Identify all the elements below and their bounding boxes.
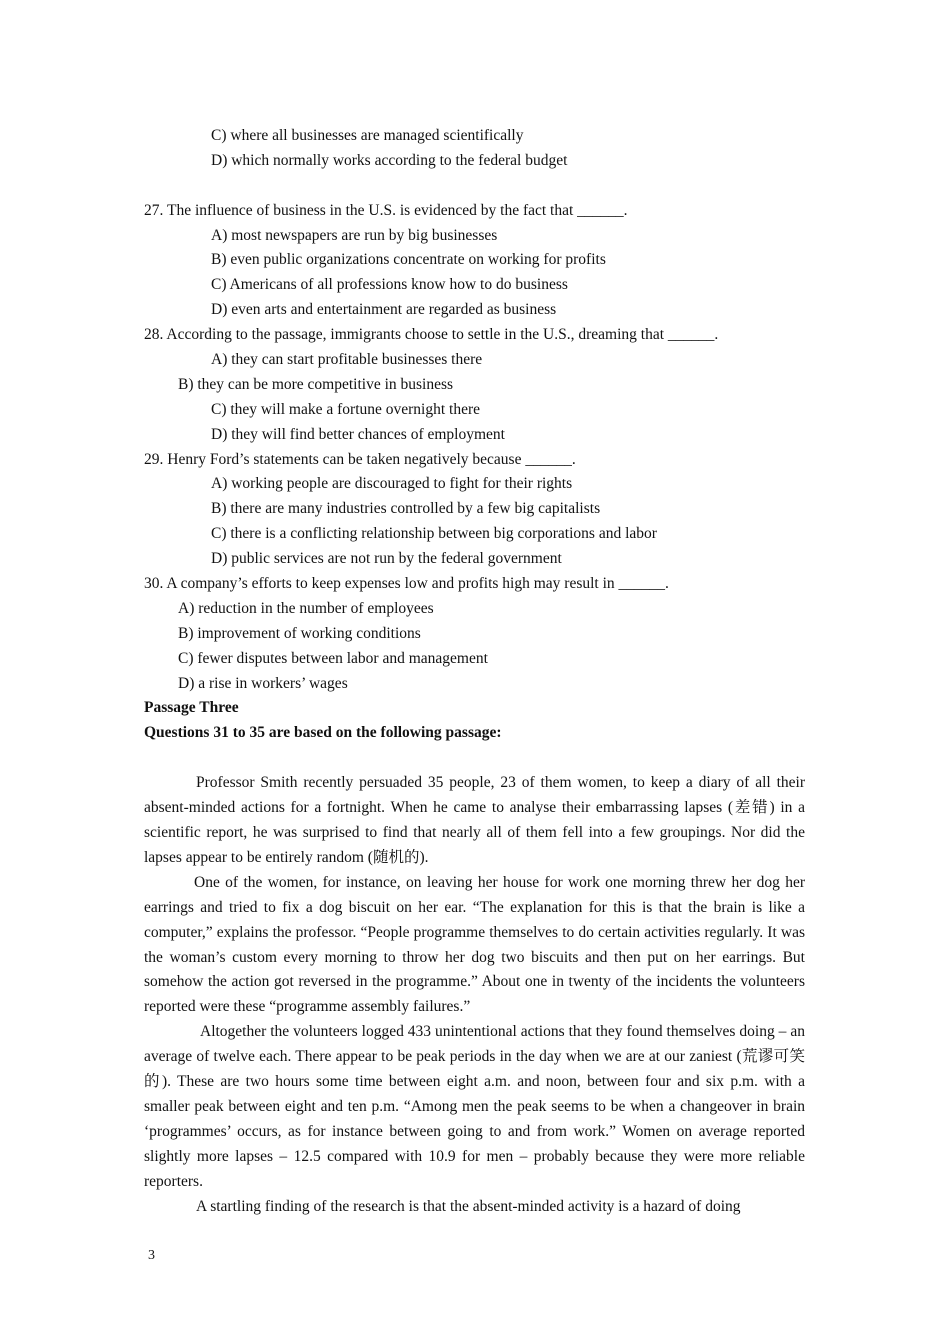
q27-stem: 27. The influence of business in the U.S. is evidenced by the fact that ______. <box>144 201 628 219</box>
passage-paragraph: Altogether the volunteers logged 433 unintentional actions that they found themselves doing – an average of twelve each. There appear to be peak periods in the day when we are at our zaniest (荒谬可笑的). These are two hours some time between eight a.m. and noon, between four and six p.m. with a smaller peak between eight and ten p.m. “Among men the peak seems to be when a changeover in brain ‘programmes’ occurs, as for instance between going to and from work.” Women on average reported slightly more lapses – 12.5 compared with 10.9 for men – probably because they were more reliable reporters. <box>144 1023 805 1190</box>
q27-option-a: A) most newspapers are run by big businesses <box>211 226 498 244</box>
q28-stem: 28. According to the passage, immigrants choose to settle in the U.S., dreaming that ______. <box>144 326 719 344</box>
passage-paragraph: One of the women, for instance, on leaving her house for work one morning threw her dog her earrings and tried to fix a dog biscuit on her ear. “The explanation for this is that the brain is like a computer,” explains the professor. “People programme themselves to do certain activities regularly. It was the woman’s custom every morning to throw her dog two biscuits and then put on her earrings. But somehow the action got reversed in the programme.” About one in twenty of the incidents the volunteers reported were these “programme assembly failures.” <box>144 873 805 1016</box>
q29-stem: 29. Henry Ford’s statements can be taken negatively because ______. <box>144 450 576 468</box>
document-page <box>144 124 805 1219</box>
q30-stem: 30. A company’s efforts to keep expenses low and profits high may result in ______. <box>144 575 669 593</box>
q28-option-d: D) they will find better chances of employment <box>211 425 505 443</box>
q27-option-c: C) Americans of all professions know how to do business <box>211 276 568 294</box>
page-number: 3 <box>148 1248 155 1263</box>
q30-option-b: B) improvement of working conditions <box>178 624 421 642</box>
q29-option-a: A) working people are discouraged to fight for their rights <box>211 475 573 493</box>
q28-option-a: A) they can start profitable businesses there <box>211 351 483 369</box>
q29-option-d: D) public services are not run by the federal government <box>211 550 562 568</box>
spacer <box>144 174 805 199</box>
passage-paragraph: Professor Smith recently persuaded 35 people, 23 of them women, to keep a diary of all their absent-minded actions for a fortnight. When he came to analyse their embarrassing lapses (差错) in a scientific report, he was surprised to find that nearly all of them fell into a few groupings. Nor did the lapses appear to be entirely random (随机的). <box>144 774 805 866</box>
q26-option-d: D) which normally works according to the federal budget <box>211 151 568 169</box>
q29-option-b: B) there are many industries controlled by a few big capitalists <box>211 500 601 518</box>
passage-title: Passage Three <box>144 699 239 717</box>
q30-option-a: A) reduction in the number of employees <box>178 599 434 617</box>
q26-option-c: C) where all businesses are managed scientifically <box>211 127 524 144</box>
q28-option-c: C) they will make a fortune overnight there <box>211 400 481 418</box>
spacer <box>144 746 805 771</box>
passage-instruction: Questions 31 to 35 are based on the following passage: <box>144 724 502 742</box>
passage-paragraph: A startling finding of the research is that the absent-minded activity is a hazard of doing <box>196 1197 741 1215</box>
q28-option-b: B) they can be more competitive in business <box>178 375 454 393</box>
q30-option-d: D) a rise in workers’ wages <box>178 674 348 692</box>
q30-option-c: C) fewer disputes between labor and management <box>178 649 488 667</box>
q27-option-d: D) even arts and entertainment are regarded as business <box>211 301 557 319</box>
q29-option-c: C) there is a conflicting relationship between big corporations and labor <box>211 525 657 543</box>
q27-option-b: B) even public organizations concentrate on working for profits <box>211 251 606 269</box>
